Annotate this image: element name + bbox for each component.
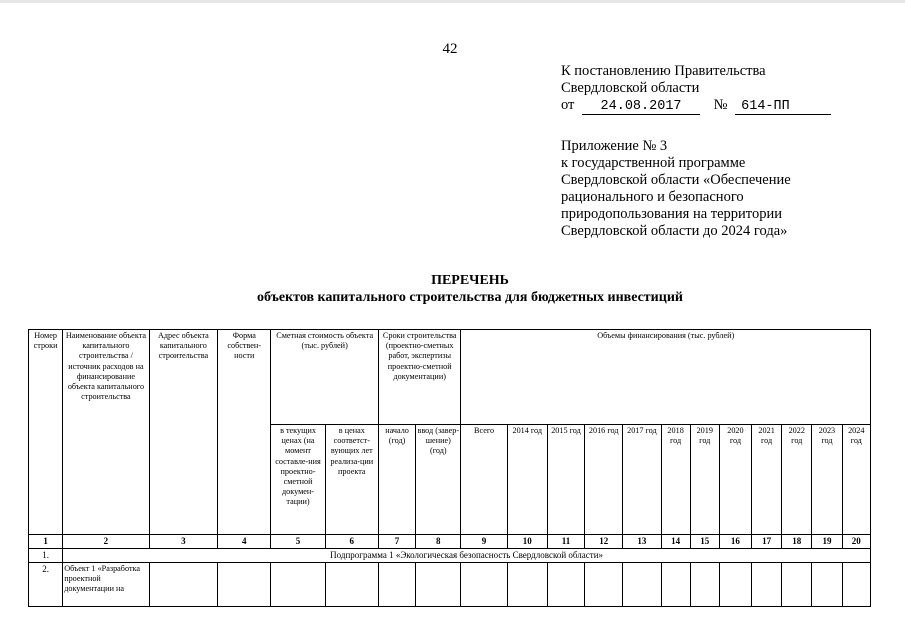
column-number: 20 [842, 535, 870, 549]
subprogram-title: Подпрограмма 1 «Экологическая безопасность Свердловской области» [63, 549, 871, 563]
appendix-line-5: природопользования на территории [561, 206, 782, 222]
column-number: 7 [378, 535, 415, 549]
header-current-prices: в текущих ценах (на момент составле-ния проектно-сметной докумен-тации) [271, 425, 325, 535]
column-number: 16 [719, 535, 751, 549]
header-address: Адрес объекта капитального строительства [149, 330, 217, 535]
header-forecast-prices: в ценах соответст-вующих лет реализа-ции проекта [325, 425, 378, 535]
empty-cell [378, 563, 415, 607]
appendix-line-4: рационального и безопасного [561, 189, 744, 205]
header-construction-terms: Сроки строительства (проектно-сметных работ, экспертизы проектно-сметной документации) [378, 330, 460, 425]
appendix-line-3: Свердловской области «Обеспечение [561, 172, 791, 188]
header-year: 2014 год [507, 425, 547, 535]
header-year: 2022 год [782, 425, 812, 535]
header-year: 2023 год [812, 425, 842, 535]
column-number: 17 [752, 535, 782, 549]
empty-cell [218, 563, 271, 607]
column-number: 18 [782, 535, 812, 549]
empty-cell [812, 563, 842, 607]
header-year: 2017 год [623, 425, 661, 535]
table-row [29, 563, 871, 607]
decree-number-label: № [713, 97, 728, 113]
column-number: 6 [325, 535, 378, 549]
appendix-line-2: к государственной программе [561, 155, 746, 171]
column-number: 19 [812, 535, 842, 549]
column-number: 15 [690, 535, 719, 549]
empty-cell [752, 563, 782, 607]
decree-number: 614-ПП [735, 100, 831, 115]
decree-line-2: Свердловской области [561, 80, 700, 96]
column-number: 14 [661, 535, 690, 549]
column-number: 10 [507, 535, 547, 549]
header-financing: Объемы финансирования (тыс. рублей) [461, 330, 871, 425]
column-number: 4 [218, 535, 271, 549]
row-number: 1. [29, 549, 63, 563]
header-ownership: Форма собствен-ности [218, 330, 271, 535]
empty-cell [271, 563, 325, 607]
column-number: 5 [271, 535, 325, 549]
table-row [29, 549, 871, 563]
empty-cell [661, 563, 690, 607]
header-end-year: ввод (завер-шение) (год) [416, 425, 461, 535]
document-title: ПЕРЕЧЕНЬ [431, 273, 509, 288]
empty-cell [461, 563, 507, 607]
header-year: 2024 год [842, 425, 870, 535]
column-number: 13 [623, 535, 661, 549]
decree-date: 24.08.2017 [582, 100, 700, 115]
empty-cell [719, 563, 751, 607]
empty-cell [507, 563, 547, 607]
document-heading [200, 272, 740, 306]
decree-from-label: от [561, 97, 575, 113]
header-year: 2021 год [752, 425, 782, 535]
column-number: 2 [63, 535, 149, 549]
empty-cell [416, 563, 461, 607]
column-number: 11 [547, 535, 584, 549]
empty-cell [842, 563, 870, 607]
appendix-line-1: Приложение № 3 [561, 138, 668, 154]
empty-cell [585, 563, 623, 607]
empty-cell [690, 563, 719, 607]
page-number: 42 [442, 41, 458, 57]
decree-date-line [561, 97, 881, 115]
document-subtitle: объектов капитального строительства для бюджетных инвестиций [257, 290, 683, 305]
column-number-row [29, 535, 871, 549]
header-estimated-cost: Сметная стоимость объекта (тыс. рублей) [271, 330, 379, 425]
decree-line-1: К постановлению Правительства [561, 63, 766, 79]
empty-cell [623, 563, 661, 607]
column-number: 9 [461, 535, 507, 549]
appendix-line-6: Свердловской области до 2024 года» [561, 223, 788, 239]
object-name: Объект 1 «Разработка проектной документации на [63, 563, 149, 607]
appendix-reference [561, 138, 891, 240]
header-year: 2016 год [585, 425, 623, 535]
header-start-year: начало (год) [378, 425, 415, 535]
row-number: 2. [29, 563, 63, 607]
column-number: 8 [416, 535, 461, 549]
empty-cell [547, 563, 584, 607]
column-number: 12 [585, 535, 623, 549]
decree-reference [561, 63, 881, 115]
objects-table [28, 329, 871, 607]
header-year: 2018 год [661, 425, 690, 535]
empty-cell [149, 563, 217, 607]
header-year: 2019 год [690, 425, 719, 535]
empty-cell [325, 563, 378, 607]
column-number: 3 [149, 535, 217, 549]
header-year: 2020 год [719, 425, 751, 535]
scan-top-edge [0, 0, 905, 3]
empty-cell [782, 563, 812, 607]
header-object-name: Наименование объекта капитального строительства / источник расходов на финансирование объекта капитального строительства [63, 330, 149, 535]
header-total: Всего [461, 425, 507, 535]
header-year: 2015 год [547, 425, 584, 535]
column-number: 1 [29, 535, 63, 549]
header-row-number: Номер строки [29, 330, 63, 535]
